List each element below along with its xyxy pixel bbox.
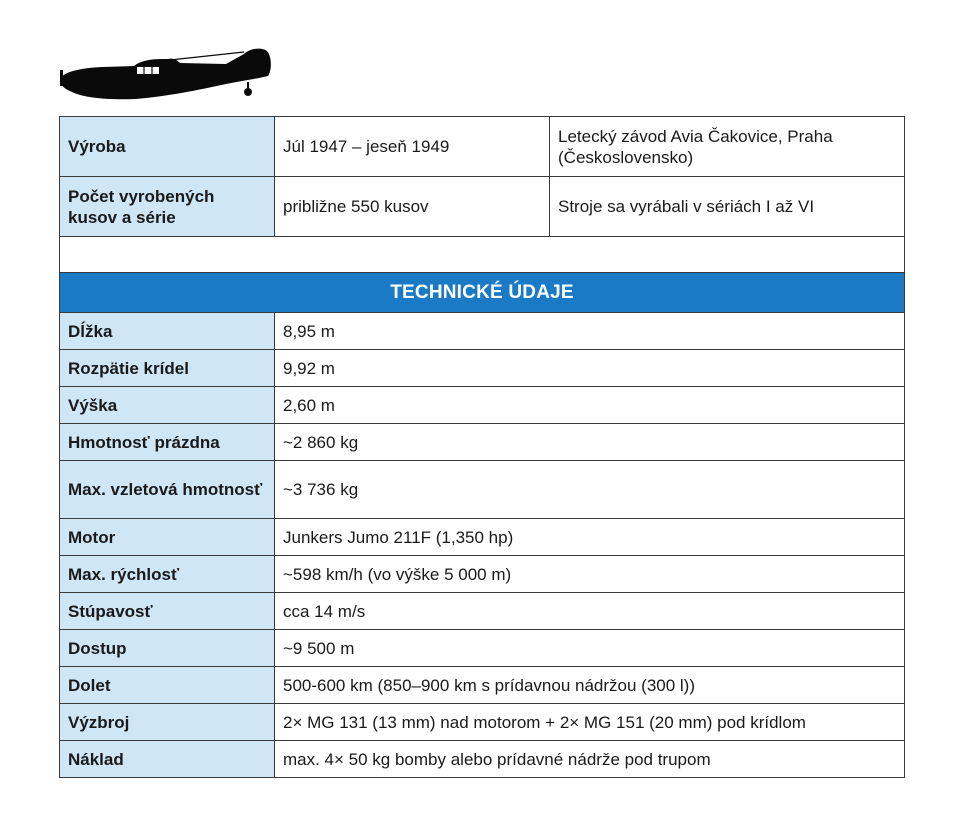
table-row xyxy=(60,593,905,630)
table-row xyxy=(60,704,905,741)
table-row xyxy=(60,556,905,593)
row-value: 2,60 m xyxy=(275,387,905,424)
row-label: Výzbroj xyxy=(60,704,275,741)
row-label: Motor xyxy=(60,519,275,556)
row-value: max. 4× 50 kg bomby alebo prídavné nádrže pod trupom xyxy=(275,741,905,778)
row-label: Max. vzletová hmotnosť xyxy=(60,461,275,519)
row-value: približne 550 kusov xyxy=(275,177,550,237)
section-heading: TECHNICKÉ ÚDAJE xyxy=(60,273,905,313)
row-label: Rozpätie krídel xyxy=(60,350,275,387)
row-value: ~598 km/h (vo výške 5 000 m) xyxy=(275,556,905,593)
spec-table xyxy=(59,116,905,778)
table-row xyxy=(60,177,905,237)
row-label: Výroba xyxy=(60,117,275,177)
aircraft-silhouette-icon xyxy=(58,46,278,100)
row-label: Náklad xyxy=(60,741,275,778)
table-row xyxy=(60,350,905,387)
row-label: Dĺžka xyxy=(60,313,275,350)
row-value: 500-600 km (850–900 km s prídavnou nádržou (300 l)) xyxy=(275,667,905,704)
row-label: Dolet xyxy=(60,667,275,704)
row-label: Max. rýchlosť xyxy=(60,556,275,593)
table-row xyxy=(60,117,905,177)
table-row xyxy=(60,741,905,778)
row-value: 2× MG 131 (13 mm) nad motorom + 2× MG 151 (20 mm) pod krídlom xyxy=(275,704,905,741)
row-value: 8,95 m xyxy=(275,313,905,350)
row-value: ~2 860 kg xyxy=(275,424,905,461)
row-label: Počet vyrobených kusov a série xyxy=(60,177,275,237)
table-row xyxy=(60,519,905,556)
table-row xyxy=(60,667,905,704)
row-value: Junkers Jumo 211F (1,350 hp) xyxy=(275,519,905,556)
section-heading-row xyxy=(60,273,905,313)
row-value: 9,92 m xyxy=(275,350,905,387)
table-row xyxy=(60,424,905,461)
row-note: Letecký závod Avia Čakovice, Praha (Československo) xyxy=(550,117,905,177)
table-row xyxy=(60,387,905,424)
row-value: ~9 500 m xyxy=(275,630,905,667)
table-row xyxy=(60,630,905,667)
row-value: ~3 736 kg xyxy=(275,461,905,519)
row-label: Hmotnosť prázdna xyxy=(60,424,275,461)
row-value: Júl 1947 – jeseň 1949 xyxy=(275,117,550,177)
row-label: Výška xyxy=(60,387,275,424)
row-label: Stúpavosť xyxy=(60,593,275,630)
table-row xyxy=(60,313,905,350)
spacer-row xyxy=(60,237,905,273)
table-row xyxy=(60,461,905,519)
row-value: cca 14 m/s xyxy=(275,593,905,630)
row-label: Dostup xyxy=(60,630,275,667)
row-note: Stroje sa vyrábali v sériách I až VI xyxy=(550,177,905,237)
